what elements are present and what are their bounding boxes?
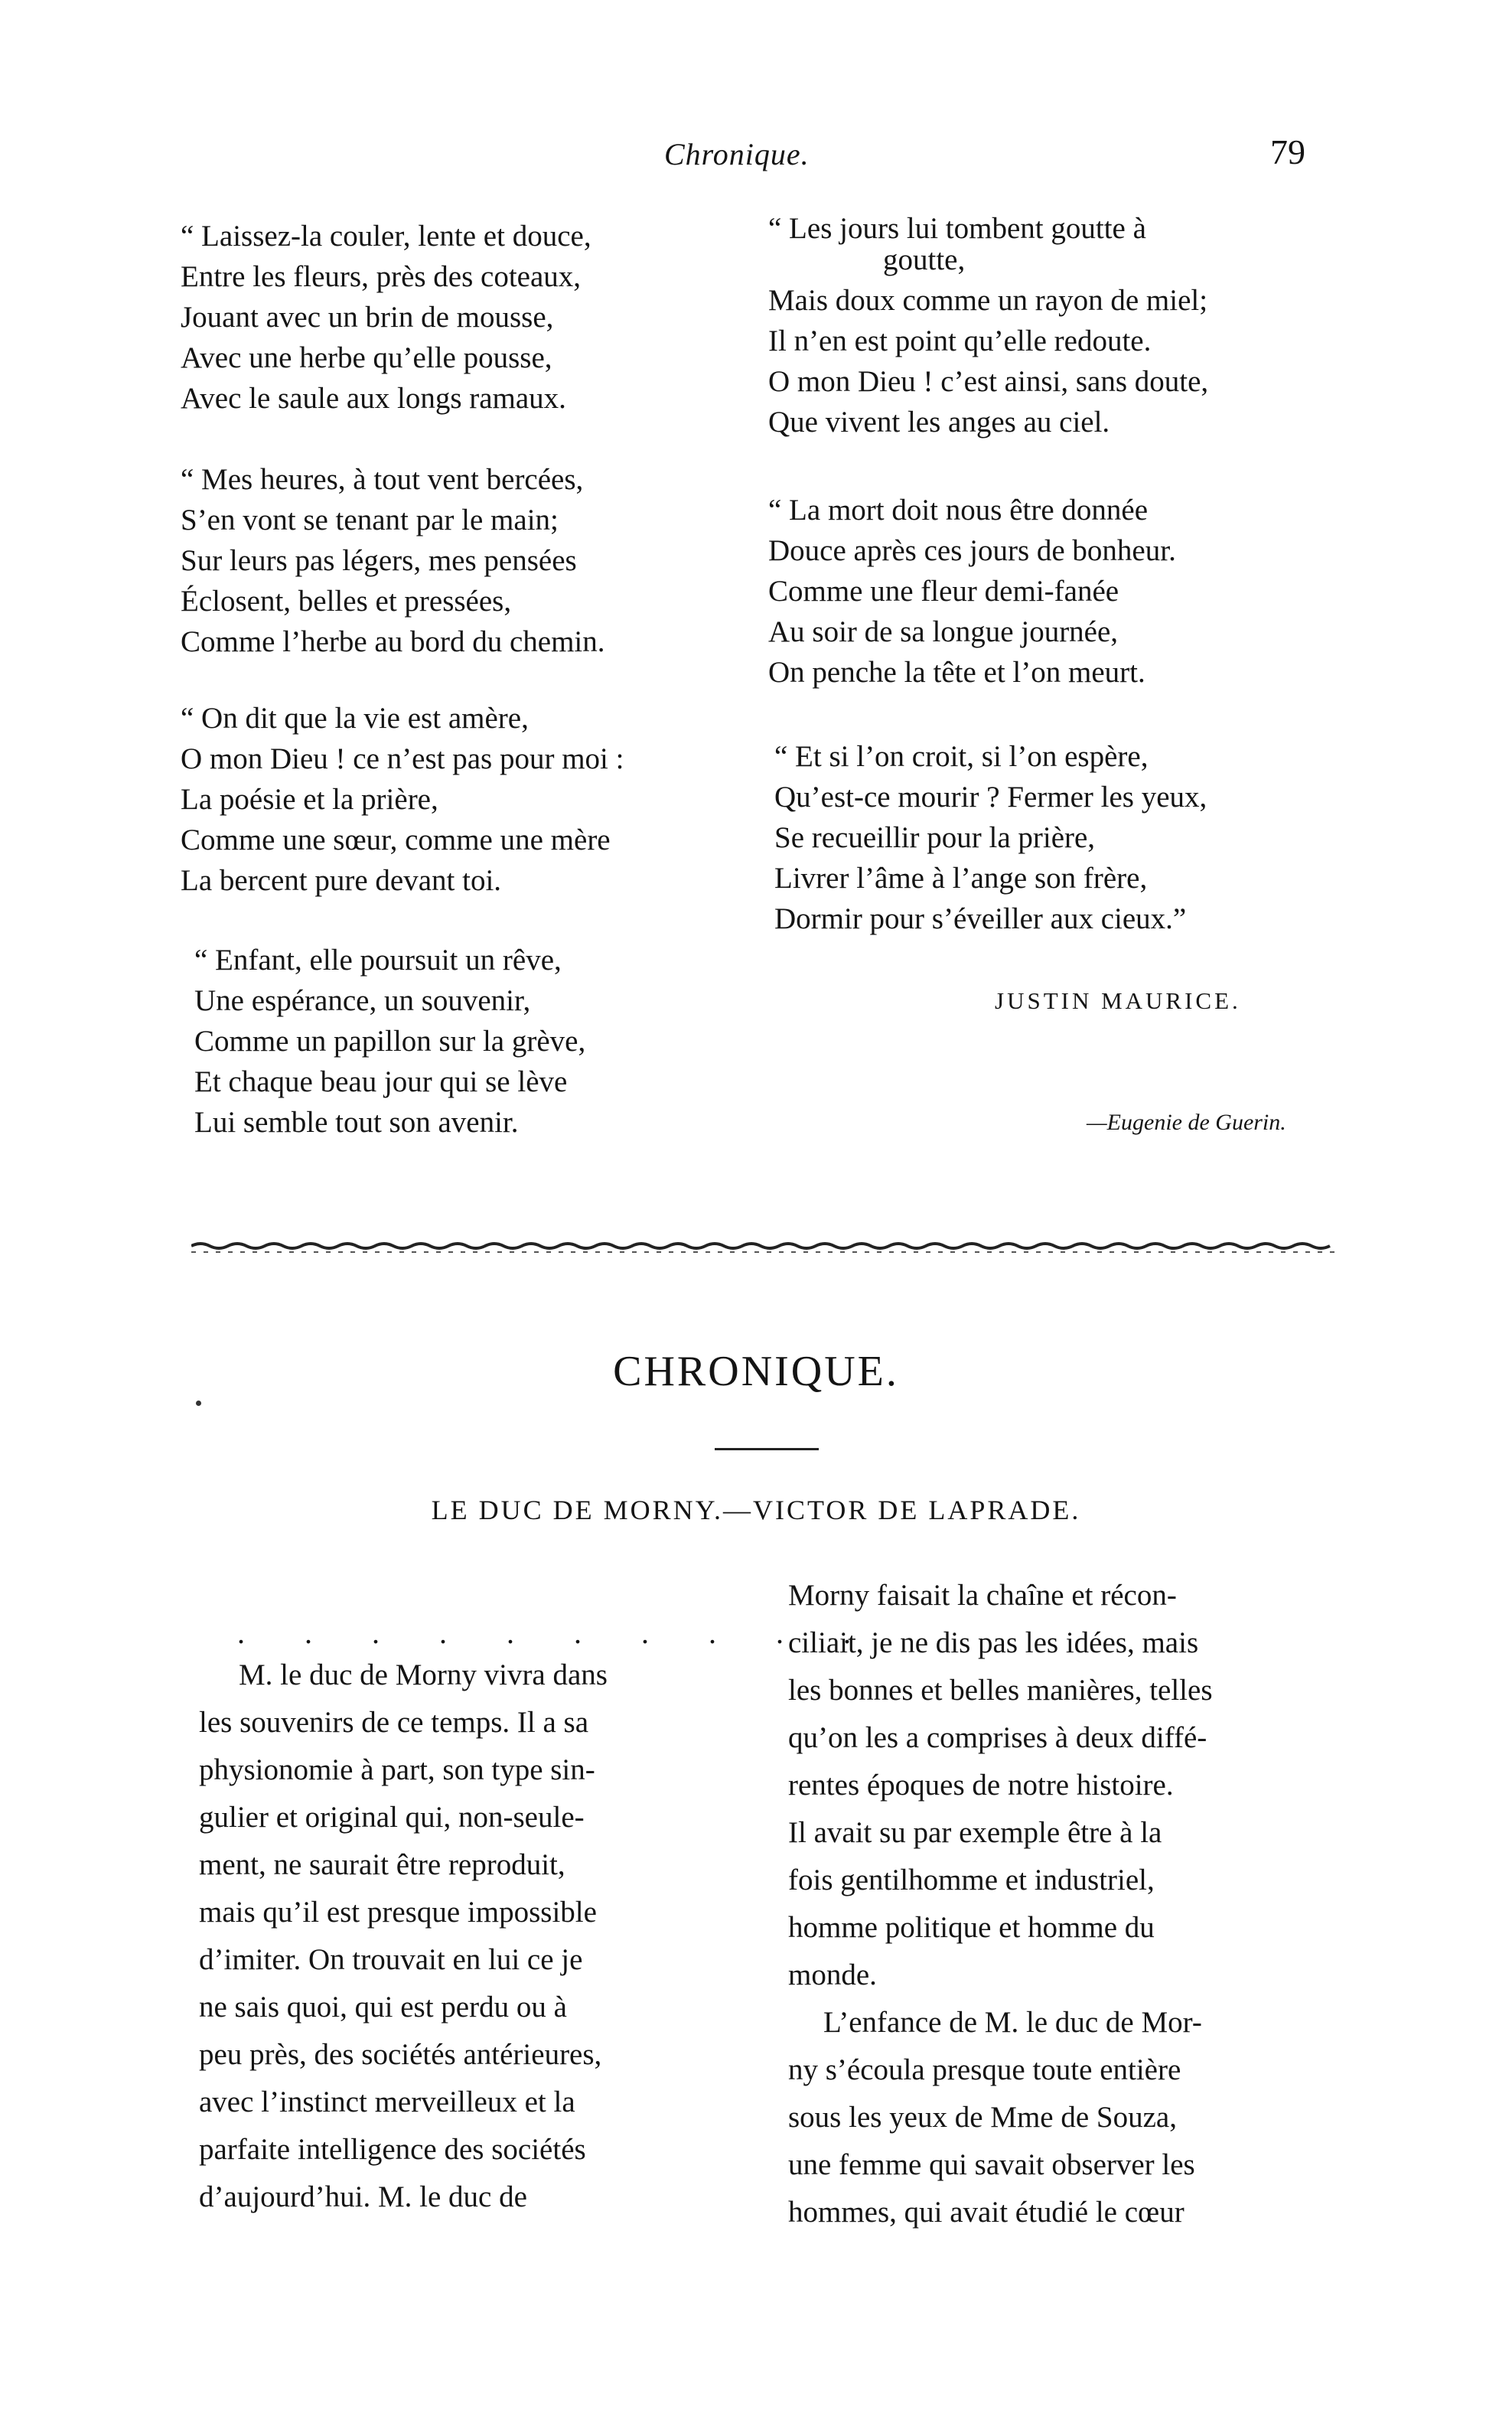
- article-line: ment, ne saurait être reproduit,: [199, 1848, 565, 1881]
- page-number: 79: [1270, 132, 1305, 171]
- poem-line: Sur leurs pas légers, mes pensées: [181, 544, 577, 577]
- poem-line: Avec le saule aux longs ramaux.: [181, 382, 566, 415]
- poem-line: Avec une herbe qu’elle pousse,: [181, 341, 552, 374]
- poem-line: On penche la tête et l’on meurt.: [768, 656, 1145, 689]
- article-line: Morny faisait la chaîne et récon-: [788, 1579, 1177, 1612]
- article-line: une femme qui savait observer les: [788, 2148, 1195, 2181]
- poem-line: Mais doux comme un rayon de miel;: [768, 284, 1208, 317]
- article-line: les souvenirs de ce temps. Il a sa: [199, 1706, 589, 1739]
- poem-line: “ Laissez-la couler, lente et douce,: [181, 220, 591, 253]
- title-rule: [715, 1448, 819, 1450]
- poem-line: “ On dit que la vie est amère,: [181, 702, 529, 735]
- poem-line: Au soir de sa longue journée,: [768, 615, 1119, 648]
- poem-line: Comme un papillon sur la grève,: [194, 1025, 586, 1058]
- article-line: hommes, qui avait étudié le cœur: [788, 2196, 1185, 2229]
- poem-stanza-4: [194, 940, 585, 1143]
- poem-attribution: —Eugenie de Guerin.: [1087, 1110, 1286, 1135]
- poem-stanza-2: [181, 459, 605, 662]
- ellipsis-row: . . . . . . . . . .: [237, 1616, 877, 1650]
- poem-line: Que vivent les anges au ciel.: [768, 406, 1110, 439]
- poem-signature: JUSTIN MAURICE.: [995, 987, 1241, 1014]
- article-line: d’imiter. On trouvait en lui ce je: [199, 1943, 583, 1976]
- poem-line: Et chaque beau jour qui se lève: [194, 1065, 568, 1098]
- article-line: d’aujourd’hui. M. le duc de: [199, 2180, 527, 2213]
- poem-line: Il n’en est point qu’elle redoute.: [768, 324, 1152, 357]
- poem-stanza-3: [181, 698, 624, 901]
- poem-line: La poésie et la prière,: [181, 783, 438, 816]
- article-line: les bonnes et belles manières, telles: [788, 1674, 1213, 1707]
- poem-stanza-6: [768, 490, 1176, 693]
- article-line: Il avait su par exemple être à la: [788, 1816, 1162, 1849]
- article-column-left: [199, 1652, 762, 2221]
- article-line: ciliait, je ne dis pas les idées, mais: [788, 1626, 1199, 1659]
- article-line: ne sais quoi, qui est perdu ou à: [199, 1991, 567, 2024]
- poem-line: Livrer l’âme à l’ange son frère,: [774, 862, 1148, 895]
- article-line: peu près, des sociétés antérieures,: [199, 2038, 602, 2071]
- poem-line: Une espérance, un souvenir,: [194, 984, 531, 1017]
- poem-line: Entre les fleurs, près des coteaux,: [181, 260, 582, 293]
- poem-line: Douce après ces jours de bonheur.: [768, 534, 1176, 567]
- article-line: avec l’instinct merveilleux et la: [199, 2086, 575, 2118]
- poem-line: Comme une sœur, comme une mère: [181, 823, 611, 856]
- poem-line: “ Et si l’on croit, si l’on espère,: [774, 740, 1149, 773]
- poem-line: Jouant avec un brin de mousse,: [181, 301, 554, 334]
- poem-line: “ Les jours lui tombent goutte à: [768, 212, 1146, 245]
- poem-line: La bercent pure devant toi.: [181, 864, 502, 897]
- poem-line: Qu’est-ce mourir ? Fermer les yeux,: [774, 781, 1207, 814]
- poem-stanza-5: [768, 208, 1208, 442]
- poem-line: Éclosent, belles et pressées,: [181, 585, 512, 618]
- ornamental-rule: [191, 1238, 1339, 1261]
- article-line: L’enfance de M. le duc de Mor-: [823, 2006, 1202, 2039]
- poem-line: S’en vont se tenant par le main;: [181, 504, 559, 536]
- article-line: M. le duc de Morny vivra dans: [239, 1658, 608, 1691]
- poem-line: Se recueillir pour la prière,: [774, 821, 1096, 854]
- article-line: mais qu’il est presque impossible: [199, 1896, 597, 1929]
- poem-line: O mon Dieu ! c’est ainsi, sans doute,: [768, 365, 1209, 398]
- section-subtitle: LE DUC DE MORNY.—VICTOR DE LAPRADE.: [431, 1495, 1081, 1525]
- article-line: homme politique et homme du: [788, 1911, 1155, 1944]
- poem-line: “ La mort doit nous être donnée: [768, 494, 1149, 527]
- article-column-right: [788, 1572, 1360, 2236]
- article-line: ny s’écoula presque toute entière: [788, 2053, 1181, 2086]
- poem-line: Comme une fleur demi-fanée: [768, 575, 1119, 608]
- article-line: fois gentilhomme et industriel,: [788, 1864, 1155, 1896]
- poem-line: “ Enfant, elle poursuit un rêve,: [194, 944, 562, 977]
- article-line: monde.: [788, 1958, 877, 1991]
- article-line: sous les yeux de Mme de Souza,: [788, 2101, 1177, 2134]
- stray-dot: [196, 1401, 201, 1406]
- poem-line: Dormir pour s’éveiller aux cieux.”: [774, 902, 1187, 935]
- section-title: CHRONIQUE.: [613, 1348, 899, 1395]
- poem-line: “ Mes heures, à tout vent bercées,: [181, 463, 584, 496]
- article-line: physionomie à part, son type sin-: [199, 1753, 595, 1786]
- poem-line: O mon Dieu ! ce n’est pas pour moi :: [181, 742, 624, 775]
- poem-line: Lui semble tout son avenir.: [194, 1106, 519, 1139]
- article-line: qu’on les a comprises à deux diffé-: [788, 1721, 1207, 1754]
- running-title: Chronique.: [664, 137, 810, 171]
- poem-stanza-7: [774, 736, 1207, 939]
- article-line: parfaite intelligence des sociétés: [199, 2133, 586, 2166]
- poem-stanza-1: [181, 216, 591, 419]
- article-line: rentes époques de notre histoire.: [788, 1769, 1174, 1802]
- article-line: gulier et original qui, non-seule-: [199, 1801, 585, 1834]
- poem-line: Comme l’herbe au bord du chemin.: [181, 625, 605, 658]
- poem-line: goutte,: [883, 243, 966, 276]
